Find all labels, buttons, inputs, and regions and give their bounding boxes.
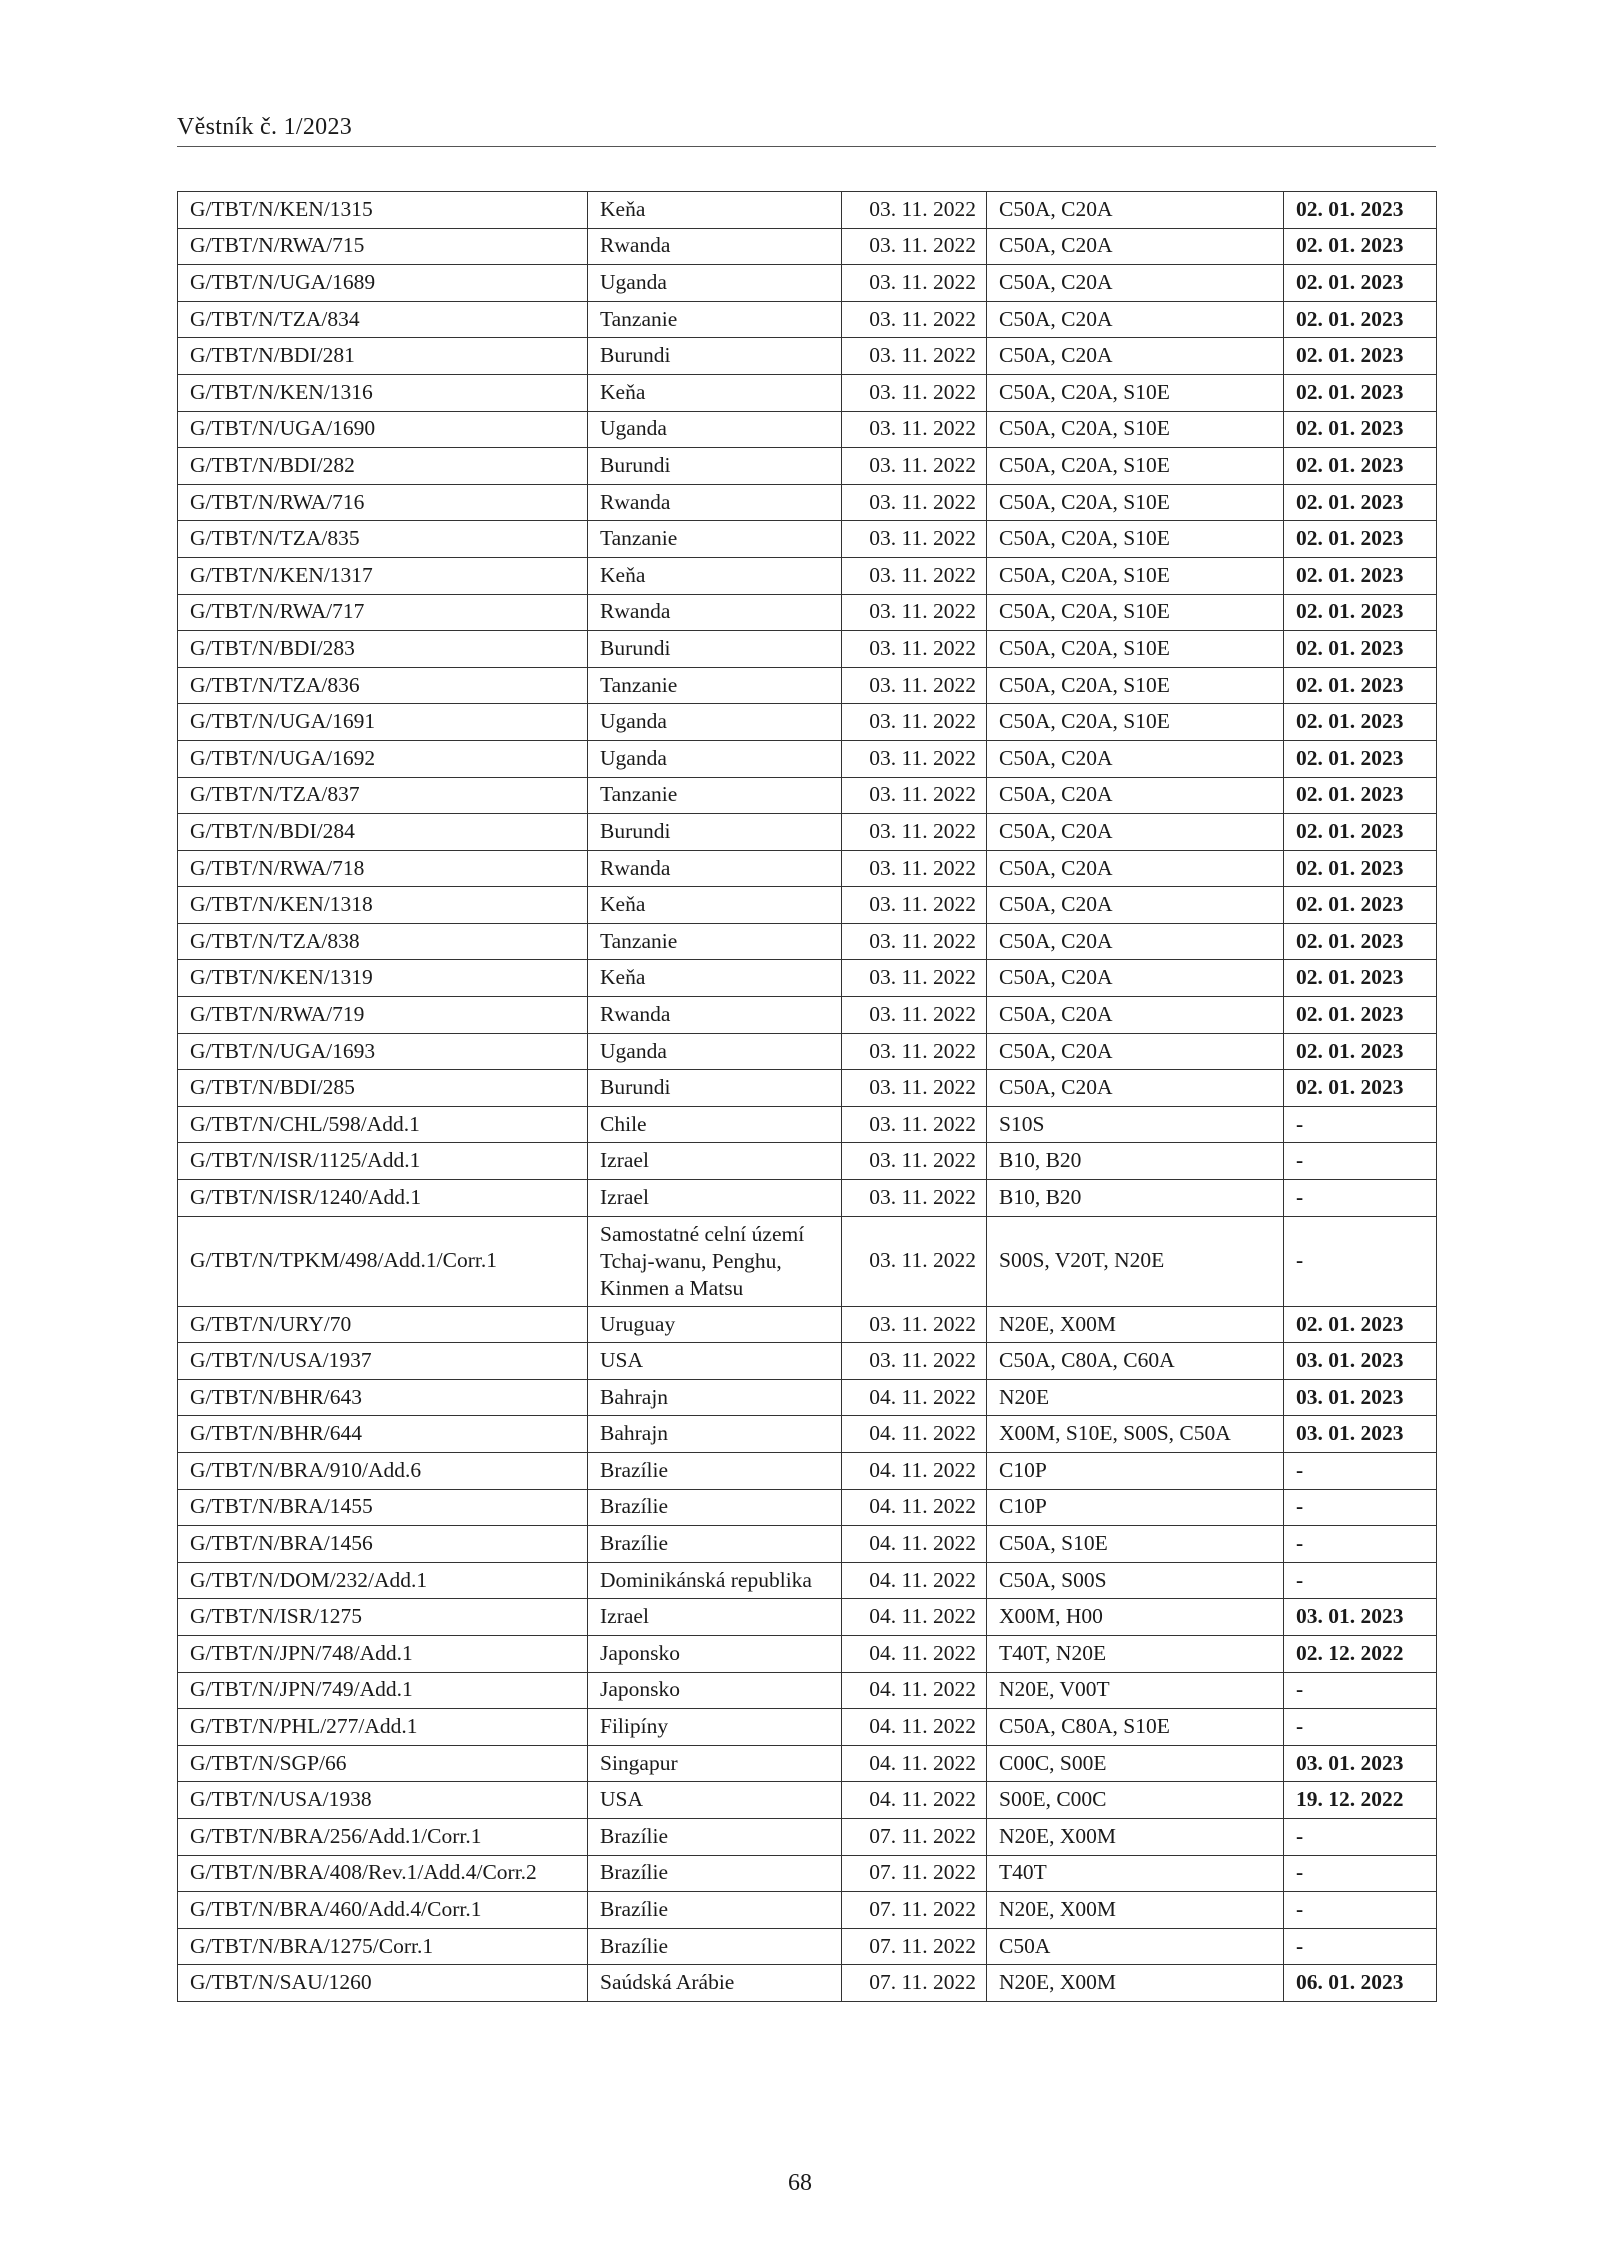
notification-date-cell: 03. 11. 2022	[842, 667, 987, 704]
ics-codes-cell: C50A, C20A, S10E	[987, 557, 1284, 594]
notification-symbol-cell: G/TBT/N/JPN/749/Add.1	[178, 1672, 588, 1709]
comment-deadline-cell: 02. 01. 2023	[1284, 301, 1437, 338]
notification-date-cell: 04. 11. 2022	[842, 1562, 987, 1599]
comment-deadline-cell: -	[1284, 1180, 1437, 1217]
country-cell: Brazílie	[588, 1818, 842, 1855]
table-row	[178, 301, 1437, 338]
ics-codes-cell: N20E, V00T	[987, 1672, 1284, 1709]
comment-deadline-cell: -	[1284, 1709, 1437, 1746]
ics-codes-cell: S00S, V20T, N20E	[987, 1216, 1284, 1306]
country-cell: Burundi	[588, 814, 842, 851]
notification-date-cell: 03. 11. 2022	[842, 448, 987, 485]
notification-symbol-cell: G/TBT/N/BRA/1275/Corr.1	[178, 1928, 588, 1965]
ics-codes-cell: T40T	[987, 1855, 1284, 1892]
table-row	[178, 631, 1437, 668]
table-row	[178, 1143, 1437, 1180]
table-row	[178, 1818, 1437, 1855]
notification-symbol-cell: G/TBT/N/URY/70	[178, 1306, 588, 1343]
comment-deadline-cell: 02. 01. 2023	[1284, 704, 1437, 741]
ics-codes-cell: C50A, C20A	[987, 887, 1284, 924]
notification-symbol-cell: G/TBT/N/RWA/717	[178, 594, 588, 631]
notification-date-cell: 03. 11. 2022	[842, 411, 987, 448]
notifications-table-body	[178, 192, 1437, 2002]
table-row	[178, 667, 1437, 704]
ics-codes-cell: C50A, C20A	[987, 814, 1284, 851]
notification-date-cell: 03. 11. 2022	[842, 374, 987, 411]
notification-symbol-cell: G/TBT/N/UGA/1689	[178, 265, 588, 302]
country-cell: Rwanda	[588, 484, 842, 521]
ics-codes-cell: C50A, C20A, S10E	[987, 411, 1284, 448]
table-row	[178, 1599, 1437, 1636]
country-cell: Izrael	[588, 1143, 842, 1180]
country-cell: USA	[588, 1343, 842, 1380]
table-row	[178, 1379, 1437, 1416]
country-cell: Keňa	[588, 887, 842, 924]
notification-symbol-cell: G/TBT/N/BDI/284	[178, 814, 588, 851]
notification-date-cell: 04. 11. 2022	[842, 1782, 987, 1819]
notification-symbol-cell: G/TBT/N/BHR/643	[178, 1379, 588, 1416]
notification-date-cell: 03. 11. 2022	[842, 1180, 987, 1217]
ics-codes-cell: C50A, C80A, C60A	[987, 1343, 1284, 1380]
table-row	[178, 850, 1437, 887]
notification-date-cell: 03. 11. 2022	[842, 301, 987, 338]
notification-symbol-cell: G/TBT/N/BRA/408/Rev.1/Add.4/Corr.2	[178, 1855, 588, 1892]
notification-date-cell: 04. 11. 2022	[842, 1635, 987, 1672]
comment-deadline-cell: 19. 12. 2022	[1284, 1782, 1437, 1819]
notification-symbol-cell: G/TBT/N/BRA/1455	[178, 1489, 588, 1526]
notification-symbol-cell: G/TBT/N/BDI/282	[178, 448, 588, 485]
comment-deadline-cell: 02. 01. 2023	[1284, 631, 1437, 668]
notification-symbol-cell: G/TBT/N/KEN/1316	[178, 374, 588, 411]
table-row	[178, 887, 1437, 924]
table-row	[178, 1106, 1437, 1143]
ics-codes-cell: C50A	[987, 1928, 1284, 1965]
country-cell: Uganda	[588, 1033, 842, 1070]
notification-date-cell: 03. 11. 2022	[842, 1033, 987, 1070]
comment-deadline-cell: 02. 01. 2023	[1284, 338, 1437, 375]
country-cell: Burundi	[588, 338, 842, 375]
comment-deadline-cell: 02. 01. 2023	[1284, 228, 1437, 265]
ics-codes-cell: C50A, C20A	[987, 997, 1284, 1034]
country-cell: Singapur	[588, 1745, 842, 1782]
notification-date-cell: 04. 11. 2022	[842, 1416, 987, 1453]
table-row	[178, 1343, 1437, 1380]
table-row	[178, 448, 1437, 485]
notification-symbol-cell: G/TBT/N/TZA/835	[178, 521, 588, 558]
comment-deadline-cell: -	[1284, 1453, 1437, 1490]
comment-deadline-cell: -	[1284, 1818, 1437, 1855]
table-row	[178, 557, 1437, 594]
table-row	[178, 484, 1437, 521]
notification-date-cell: 03. 11. 2022	[842, 1070, 987, 1107]
notification-date-cell: 03. 11. 2022	[842, 192, 987, 229]
comment-deadline-cell: 02. 01. 2023	[1284, 814, 1437, 851]
notification-symbol-cell: G/TBT/N/BHR/644	[178, 1416, 588, 1453]
notification-symbol-cell: G/TBT/N/ISR/1275	[178, 1599, 588, 1636]
notification-date-cell: 03. 11. 2022	[842, 740, 987, 777]
ics-codes-cell: C10P	[987, 1489, 1284, 1526]
table-row	[178, 521, 1437, 558]
ics-codes-cell: C50A, S10E	[987, 1526, 1284, 1563]
notification-symbol-cell: G/TBT/N/BRA/1456	[178, 1526, 588, 1563]
notification-symbol-cell: G/TBT/N/RWA/715	[178, 228, 588, 265]
comment-deadline-cell: 02. 12. 2022	[1284, 1635, 1437, 1672]
notification-date-cell: 03. 11. 2022	[842, 557, 987, 594]
comment-deadline-cell: 03. 01. 2023	[1284, 1416, 1437, 1453]
notification-date-cell: 04. 11. 2022	[842, 1453, 987, 1490]
table-row	[178, 923, 1437, 960]
table-row	[178, 228, 1437, 265]
country-cell: Burundi	[588, 448, 842, 485]
notification-date-cell: 03. 11. 2022	[842, 923, 987, 960]
notification-symbol-cell: G/TBT/N/KEN/1319	[178, 960, 588, 997]
ics-codes-cell: C50A, C20A, S10E	[987, 448, 1284, 485]
notification-symbol-cell: G/TBT/N/BDI/283	[178, 631, 588, 668]
notification-symbol-cell: G/TBT/N/BDI/281	[178, 338, 588, 375]
notification-date-cell: 07. 11. 2022	[842, 1892, 987, 1929]
country-cell: Uganda	[588, 740, 842, 777]
notifications-table	[177, 191, 1437, 2002]
ics-codes-cell: N20E, X00M	[987, 1965, 1284, 2002]
comment-deadline-cell: 03. 01. 2023	[1284, 1379, 1437, 1416]
country-cell: Uganda	[588, 411, 842, 448]
comment-deadline-cell: 02. 01. 2023	[1284, 448, 1437, 485]
notification-date-cell: 07. 11. 2022	[842, 1855, 987, 1892]
notification-symbol-cell: G/TBT/N/SGP/66	[178, 1745, 588, 1782]
ics-codes-cell: C50A, C20A, S10E	[987, 484, 1284, 521]
notification-symbol-cell: G/TBT/N/TZA/836	[178, 667, 588, 704]
notification-symbol-cell: G/TBT/N/DOM/232/Add.1	[178, 1562, 588, 1599]
ics-codes-cell: N20E, X00M	[987, 1818, 1284, 1855]
country-cell: Bahrajn	[588, 1379, 842, 1416]
country-cell: Brazílie	[588, 1855, 842, 1892]
comment-deadline-cell: 02. 01. 2023	[1284, 887, 1437, 924]
ics-codes-cell: T40T, N20E	[987, 1635, 1284, 1672]
comment-deadline-cell: -	[1284, 1892, 1437, 1929]
notification-symbol-cell: G/TBT/N/RWA/718	[178, 850, 588, 887]
comment-deadline-cell: 02. 01. 2023	[1284, 1033, 1437, 1070]
ics-codes-cell: C50A, C20A, S10E	[987, 374, 1284, 411]
country-cell: Tanzanie	[588, 777, 842, 814]
comment-deadline-cell: -	[1284, 1672, 1437, 1709]
notification-symbol-cell: G/TBT/N/ISR/1240/Add.1	[178, 1180, 588, 1217]
table-row	[178, 374, 1437, 411]
table-row	[178, 1892, 1437, 1929]
country-cell: Burundi	[588, 631, 842, 668]
notification-symbol-cell: G/TBT/N/CHL/598/Add.1	[178, 1106, 588, 1143]
notification-symbol-cell: G/TBT/N/TZA/834	[178, 301, 588, 338]
table-row	[178, 1306, 1437, 1343]
country-cell: Uruguay	[588, 1306, 842, 1343]
notification-date-cell: 03. 11. 2022	[842, 338, 987, 375]
country-cell: Japonsko	[588, 1635, 842, 1672]
comment-deadline-cell: 02. 01. 2023	[1284, 265, 1437, 302]
country-cell: Brazílie	[588, 1526, 842, 1563]
ics-codes-cell: C50A, C20A	[987, 1070, 1284, 1107]
table-row	[178, 338, 1437, 375]
notification-date-cell: 04. 11. 2022	[842, 1709, 987, 1746]
ics-codes-cell: C50A, C20A	[987, 777, 1284, 814]
country-cell: Brazílie	[588, 1489, 842, 1526]
ics-codes-cell: X00M, H00	[987, 1599, 1284, 1636]
ics-codes-cell: C50A, S00S	[987, 1562, 1284, 1599]
table-row	[178, 411, 1437, 448]
country-cell: Brazílie	[588, 1892, 842, 1929]
country-cell: Izrael	[588, 1599, 842, 1636]
comment-deadline-cell: 02. 01. 2023	[1284, 667, 1437, 704]
notification-date-cell: 03. 11. 2022	[842, 265, 987, 302]
notification-symbol-cell: G/TBT/N/UGA/1693	[178, 1033, 588, 1070]
table-row	[178, 704, 1437, 741]
table-row	[178, 1928, 1437, 1965]
ics-codes-cell: C50A, C20A	[987, 192, 1284, 229]
bulletin-title: Věstník č. 1/2023	[177, 114, 353, 140]
country-cell: Samostatné celní území Tchaj-wanu, Penghu, Kinmen a Matsu	[588, 1216, 842, 1306]
table-row	[178, 1709, 1437, 1746]
table-row	[178, 1416, 1437, 1453]
notification-date-cell: 03. 11. 2022	[842, 1216, 987, 1306]
notification-date-cell: 04. 11. 2022	[842, 1526, 987, 1563]
notification-date-cell: 03. 11. 2022	[842, 631, 987, 668]
notification-symbol-cell: G/TBT/N/ISR/1125/Add.1	[178, 1143, 588, 1180]
notification-symbol-cell: G/TBT/N/BRA/256/Add.1/Corr.1	[178, 1818, 588, 1855]
table-row	[178, 997, 1437, 1034]
comment-deadline-cell: -	[1284, 1562, 1437, 1599]
table-row	[178, 740, 1437, 777]
table-row	[178, 1562, 1437, 1599]
comment-deadline-cell: 02. 01. 2023	[1284, 777, 1437, 814]
ics-codes-cell: C50A, C20A, S10E	[987, 667, 1284, 704]
country-cell: Keňa	[588, 557, 842, 594]
notification-symbol-cell: G/TBT/N/UGA/1691	[178, 704, 588, 741]
ics-codes-cell: C50A, C20A, S10E	[987, 521, 1284, 558]
country-cell: Burundi	[588, 1070, 842, 1107]
comment-deadline-cell: 02. 01. 2023	[1284, 594, 1437, 631]
comment-deadline-cell: 02. 01. 2023	[1284, 1070, 1437, 1107]
ics-codes-cell: N20E, X00M	[987, 1306, 1284, 1343]
notification-symbol-cell: G/TBT/N/BRA/460/Add.4/Corr.1	[178, 1892, 588, 1929]
table-row	[178, 594, 1437, 631]
table-row	[178, 1782, 1437, 1819]
country-cell: Bahrajn	[588, 1416, 842, 1453]
notification-symbol-cell: G/TBT/N/KEN/1317	[178, 557, 588, 594]
table-row	[178, 777, 1437, 814]
table-row	[178, 1745, 1437, 1782]
country-cell: Rwanda	[588, 594, 842, 631]
table-row	[178, 1216, 1437, 1306]
table-row	[178, 265, 1437, 302]
country-cell: Rwanda	[588, 228, 842, 265]
comment-deadline-cell: 02. 01. 2023	[1284, 192, 1437, 229]
comment-deadline-cell: 02. 01. 2023	[1284, 740, 1437, 777]
notification-date-cell: 04. 11. 2022	[842, 1599, 987, 1636]
comment-deadline-cell: -	[1284, 1106, 1437, 1143]
ics-codes-cell: C50A, C20A	[987, 850, 1284, 887]
ics-codes-cell: C00C, S00E	[987, 1745, 1284, 1782]
country-cell: Rwanda	[588, 997, 842, 1034]
ics-codes-cell: S10S	[987, 1106, 1284, 1143]
notification-date-cell: 04. 11. 2022	[842, 1489, 987, 1526]
country-cell: Dominikánská republika	[588, 1562, 842, 1599]
country-cell: Tanzanie	[588, 667, 842, 704]
ics-codes-cell: C50A, C80A, S10E	[987, 1709, 1284, 1746]
table-row	[178, 192, 1437, 229]
ics-codes-cell: C50A, C20A, S10E	[987, 631, 1284, 668]
notification-date-cell: 03. 11. 2022	[842, 1143, 987, 1180]
notification-date-cell: 03. 11. 2022	[842, 1306, 987, 1343]
country-cell: Chile	[588, 1106, 842, 1143]
notification-date-cell: 03. 11. 2022	[842, 484, 987, 521]
notification-date-cell: 03. 11. 2022	[842, 521, 987, 558]
country-cell: Saúdská Arábie	[588, 1965, 842, 2002]
comment-deadline-cell: -	[1284, 1143, 1437, 1180]
country-cell: Keňa	[588, 192, 842, 229]
ics-codes-cell: C50A, C20A	[987, 301, 1284, 338]
comment-deadline-cell: 02. 01. 2023	[1284, 850, 1437, 887]
notification-symbol-cell: G/TBT/N/TZA/838	[178, 923, 588, 960]
country-cell: Tanzanie	[588, 521, 842, 558]
comment-deadline-cell: 03. 01. 2023	[1284, 1599, 1437, 1636]
notification-date-cell: 03. 11. 2022	[842, 594, 987, 631]
ics-codes-cell: C50A, C20A	[987, 228, 1284, 265]
comment-deadline-cell: 02. 01. 2023	[1284, 521, 1437, 558]
table-row	[178, 814, 1437, 851]
notification-symbol-cell: G/TBT/N/SAU/1260	[178, 1965, 588, 2002]
country-cell: Izrael	[588, 1180, 842, 1217]
country-cell: Keňa	[588, 960, 842, 997]
ics-codes-cell: N20E, X00M	[987, 1892, 1284, 1929]
ics-codes-cell: C50A, C20A	[987, 923, 1284, 960]
country-cell: Tanzanie	[588, 923, 842, 960]
table-row	[178, 1672, 1437, 1709]
notification-symbol-cell: G/TBT/N/UGA/1692	[178, 740, 588, 777]
notification-symbol-cell: G/TBT/N/BRA/910/Add.6	[178, 1453, 588, 1490]
ics-codes-cell: C50A, C20A, S10E	[987, 594, 1284, 631]
comment-deadline-cell: 02. 01. 2023	[1284, 1306, 1437, 1343]
notification-date-cell: 04. 11. 2022	[842, 1672, 987, 1709]
notification-symbol-cell: G/TBT/N/USA/1938	[178, 1782, 588, 1819]
ics-codes-cell: C50A, C20A	[987, 740, 1284, 777]
country-cell: Uganda	[588, 265, 842, 302]
comment-deadline-cell: 03. 01. 2023	[1284, 1343, 1437, 1380]
comment-deadline-cell: -	[1284, 1489, 1437, 1526]
table-row	[178, 1453, 1437, 1490]
comment-deadline-cell: 02. 01. 2023	[1284, 960, 1437, 997]
comment-deadline-cell: 02. 01. 2023	[1284, 484, 1437, 521]
notification-date-cell: 03. 11. 2022	[842, 228, 987, 265]
table-row	[178, 1070, 1437, 1107]
table-row	[178, 1180, 1437, 1217]
notification-date-cell: 07. 11. 2022	[842, 1818, 987, 1855]
country-cell: Filipíny	[588, 1709, 842, 1746]
notification-date-cell: 04. 11. 2022	[842, 1379, 987, 1416]
comment-deadline-cell: 02. 01. 2023	[1284, 557, 1437, 594]
table-row	[178, 1635, 1437, 1672]
country-cell: Rwanda	[588, 850, 842, 887]
notification-symbol-cell: G/TBT/N/RWA/719	[178, 997, 588, 1034]
country-cell: USA	[588, 1782, 842, 1819]
table-row	[178, 1489, 1437, 1526]
table-row	[178, 1526, 1437, 1563]
notification-date-cell: 03. 11. 2022	[842, 704, 987, 741]
ics-codes-cell: C50A, C20A, S10E	[987, 704, 1284, 741]
notification-symbol-cell: G/TBT/N/USA/1937	[178, 1343, 588, 1380]
notification-date-cell: 03. 11. 2022	[842, 997, 987, 1034]
table-row	[178, 960, 1437, 997]
notification-symbol-cell: G/TBT/N/JPN/748/Add.1	[178, 1635, 588, 1672]
table-row	[178, 1965, 1437, 2002]
country-cell: Japonsko	[588, 1672, 842, 1709]
ics-codes-cell: C50A, C20A	[987, 960, 1284, 997]
ics-codes-cell: C50A, C20A	[987, 1033, 1284, 1070]
comment-deadline-cell: 06. 01. 2023	[1284, 1965, 1437, 2002]
ics-codes-cell: C50A, C20A	[987, 338, 1284, 375]
notification-date-cell: 03. 11. 2022	[842, 777, 987, 814]
notification-symbol-cell: G/TBT/N/BDI/285	[178, 1070, 588, 1107]
country-cell: Uganda	[588, 704, 842, 741]
notification-date-cell: 03. 11. 2022	[842, 1106, 987, 1143]
notification-symbol-cell: G/TBT/N/PHL/277/Add.1	[178, 1709, 588, 1746]
notification-symbol-cell: G/TBT/N/KEN/1318	[178, 887, 588, 924]
country-cell: Tanzanie	[588, 301, 842, 338]
notification-date-cell: 03. 11. 2022	[842, 850, 987, 887]
comment-deadline-cell: -	[1284, 1216, 1437, 1306]
table-row	[178, 1855, 1437, 1892]
header-divider	[177, 146, 1436, 147]
notification-symbol-cell: G/TBT/N/RWA/716	[178, 484, 588, 521]
country-cell: Brazílie	[588, 1453, 842, 1490]
notification-date-cell: 03. 11. 2022	[842, 1343, 987, 1380]
comment-deadline-cell: 02. 01. 2023	[1284, 923, 1437, 960]
notification-date-cell: 03. 11. 2022	[842, 887, 987, 924]
notification-date-cell: 07. 11. 2022	[842, 1965, 987, 2002]
notification-date-cell: 03. 11. 2022	[842, 960, 987, 997]
ics-codes-cell: B10, B20	[987, 1143, 1284, 1180]
comment-deadline-cell: -	[1284, 1855, 1437, 1892]
ics-codes-cell: C10P	[987, 1453, 1284, 1490]
comment-deadline-cell: 03. 01. 2023	[1284, 1745, 1437, 1782]
comment-deadline-cell: -	[1284, 1526, 1437, 1563]
country-cell: Keňa	[588, 374, 842, 411]
notification-symbol-cell: G/TBT/N/KEN/1315	[178, 192, 588, 229]
notification-symbol-cell: G/TBT/N/UGA/1690	[178, 411, 588, 448]
ics-codes-cell: B10, B20	[987, 1180, 1284, 1217]
comment-deadline-cell: -	[1284, 1928, 1437, 1965]
notification-date-cell: 03. 11. 2022	[842, 814, 987, 851]
comment-deadline-cell: 02. 01. 2023	[1284, 411, 1437, 448]
ics-codes-cell: X00M, S10E, S00S, C50A	[987, 1416, 1284, 1453]
ics-codes-cell: S00E, C00C	[987, 1782, 1284, 1819]
ics-codes-cell: N20E	[987, 1379, 1284, 1416]
notification-symbol-cell: G/TBT/N/TZA/837	[178, 777, 588, 814]
notification-date-cell: 04. 11. 2022	[842, 1745, 987, 1782]
comment-deadline-cell: 02. 01. 2023	[1284, 374, 1437, 411]
notification-date-cell: 07. 11. 2022	[842, 1928, 987, 1965]
page-number: 68	[788, 2170, 812, 2196]
notification-symbol-cell: G/TBT/N/TPKM/498/Add.1/Corr.1	[178, 1216, 588, 1306]
table-row	[178, 1033, 1437, 1070]
comment-deadline-cell: 02. 01. 2023	[1284, 997, 1437, 1034]
ics-codes-cell: C50A, C20A	[987, 265, 1284, 302]
country-cell: Brazílie	[588, 1928, 842, 1965]
